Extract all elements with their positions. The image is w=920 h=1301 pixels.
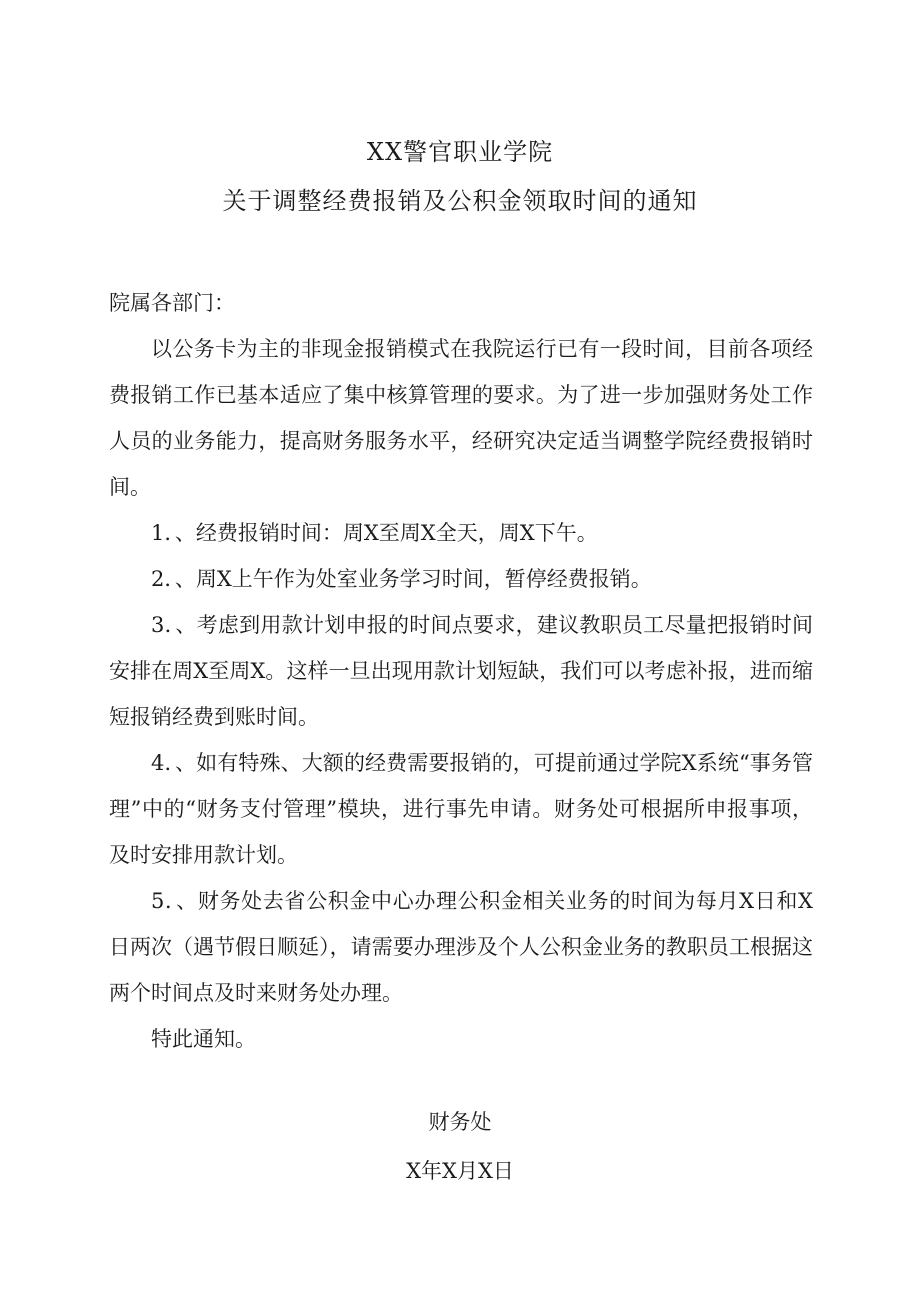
document-body [109,280,813,1062]
salutation: 院属各部门： [109,291,235,315]
item-paragraph: 5．、财务处去省公积金中心办理公积金相关业务的时间为每月X日和X日两次（遇节假日顺延），请需要办理涉及个人公积金业务的教职员工根据这两个时间点及时来财务处办理。 [109,889,813,1005]
item-paragraph: 2．、周X上午作为处室业务学习时间，暂停经费报销。 [151,567,652,591]
closing-text: 特此通知。 [151,1027,256,1051]
item-paragraph: 1．、经费报销时间：周X至周X全天，周X下午。 [151,521,598,545]
item-paragraph: 3．、考虑到用款计划申报的时间点要求，建议教职员工尽量把报销时间安排在周X至周X。这样一旦出现用款计划短缺，我们可以考虑补报，进而缩短报销经费到账时间。 [109,613,813,729]
signature-department: 财务处 [428,1110,492,1134]
item-paragraph: 4．、如有特殊、大额的经费需要报销的，可提前通过学院X系统“事务管理”中的“财务支付管理”模块，进行事先申请。财务处可根据所申报事项，及时安排用款计划。 [109,751,813,867]
intro-paragraph: 以公务卡为主的非现金报销模式在我院运行已有一段时间，目前各项经费报销工作已基本适应了集中核算管理的要求。为了进一步加强财务处工作人员的业务能力，提高财务服务水平，经研究决定适当调整学院经费报销时间。 [109,337,813,499]
document-title-institution: XX警官职业学院 [366,138,554,166]
document-title-subject: 关于调整经费报销及公积金领取时间的通知 [222,187,698,215]
signature-date: X年X月X日 [406,1159,514,1183]
